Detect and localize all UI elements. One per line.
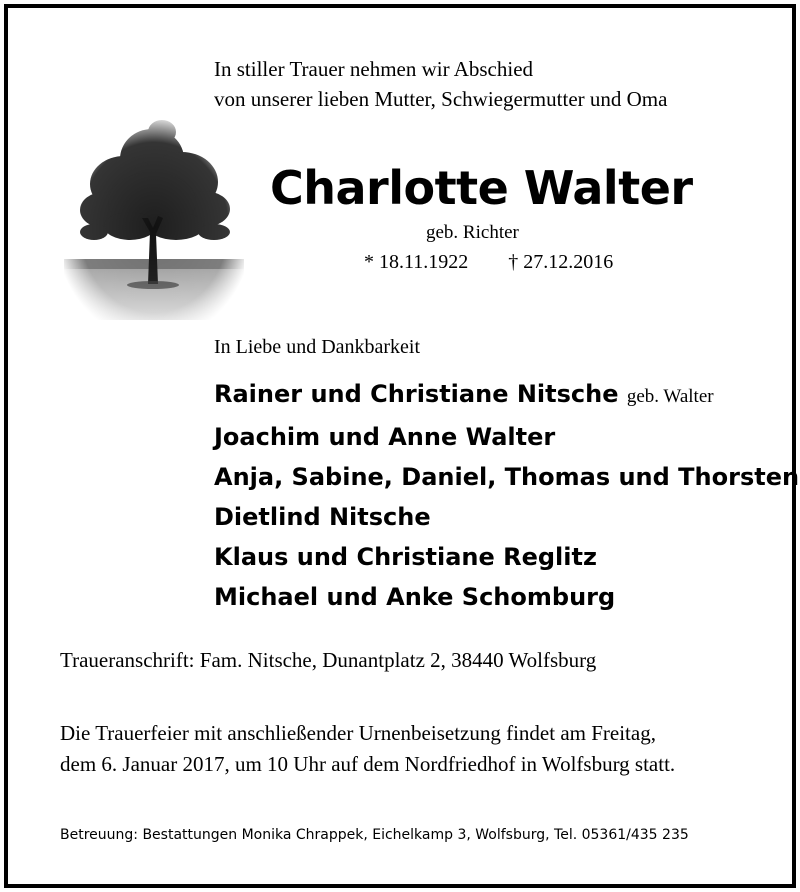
mourner-line: Klaus und Christiane Reglitz [214,543,597,571]
deceased-name: Charlotte Walter [270,161,693,215]
mourner-line: Michael und Anke Schomburg [214,583,616,611]
life-dates [364,251,613,274]
ceremony-line-2: dem 6. Januar 2017, um 10 Uhr auf dem Nordfriedhof in Wolfsburg statt. [60,752,676,776]
mourner-name: Rainer und Christiane Nitsche [214,380,619,408]
mourner-line: Joachim und Anne Walter [214,423,556,451]
intro-text [214,54,667,114]
mourner-line: Anja, Sabine, Daniel, Thomas und Thorsten [214,463,800,491]
ceremony-line-1: Die Trauerfeier mit anschließender Urnenbeisetzung findet am Freitag, [60,721,656,745]
mourner-note: geb. Walter [626,386,714,407]
obituary-frame [4,4,800,888]
intro-line-1: In stiller Trauer nehmen wir Abschied [214,57,534,81]
funeral-home-footer: Betreuung: Bestattungen Monika Chrappek, Eichelkamp 3, Wolfsburg, Tel. 05361/435 235 [60,827,689,843]
ceremony-info [60,718,675,780]
mourners-list [214,374,799,617]
tree-photo-icon [64,114,244,320]
mourning-address: Traueranschrift: Fam. Nitsche, Dunantplatz 2, 38440 Wolfsburg [60,648,597,672]
mourner-line: Dietlind Nitsche [214,503,431,531]
mourner-line [214,374,799,417]
birth-date: * 18.11.1922 [364,251,469,273]
intro-line-2: von unserer lieben Mutter, Schwiegermutter und Oma [214,87,668,111]
born-name: geb. Richter [426,222,519,243]
mourners-intro: In Liebe und Dankbarkeit [214,336,421,358]
death-date: † 27.12.2016 [508,251,614,273]
